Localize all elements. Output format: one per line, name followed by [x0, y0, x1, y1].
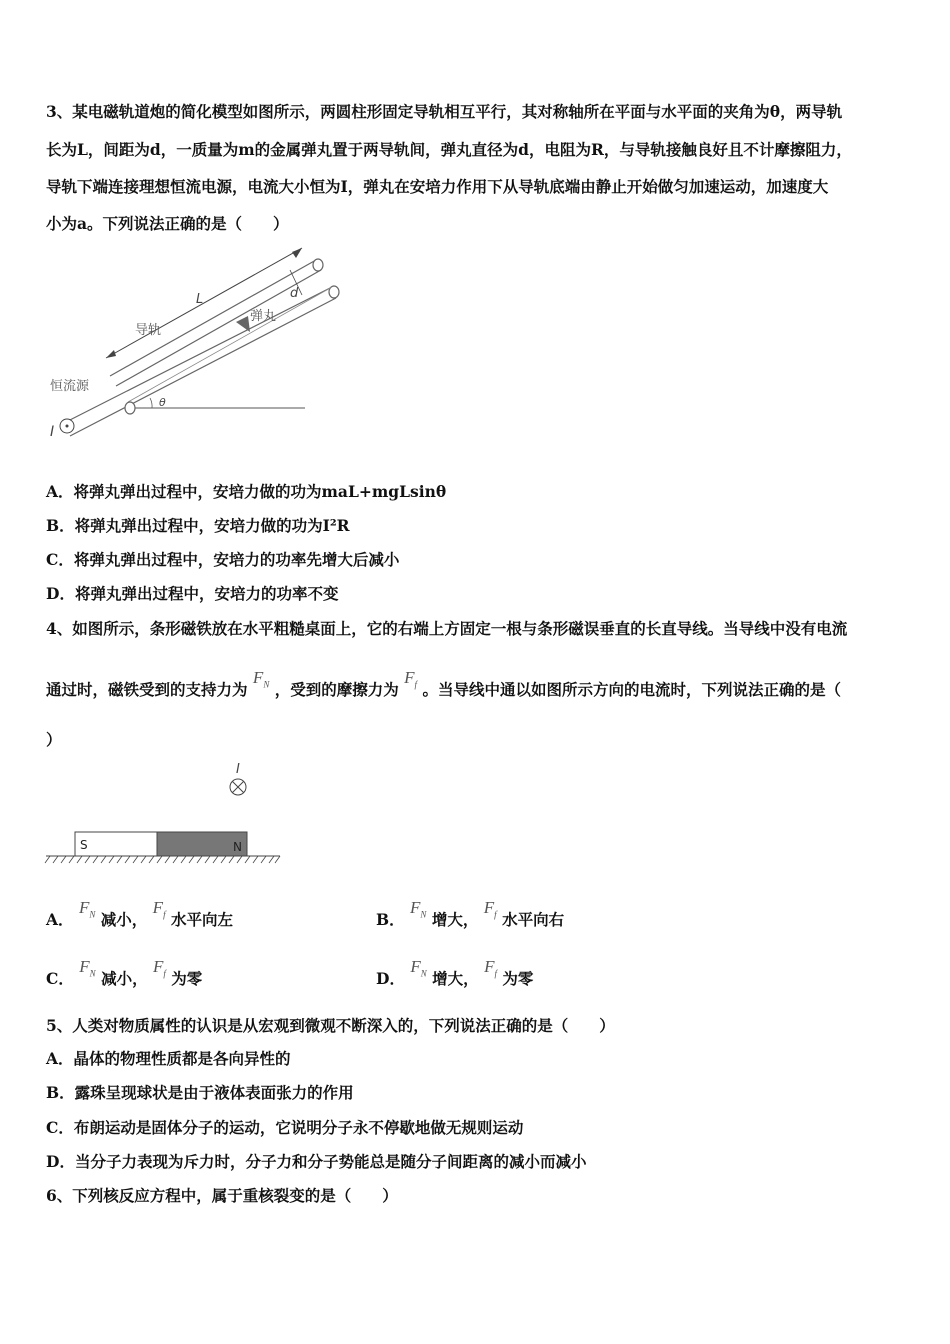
q5-stem: 5、人类对物质属性的认识是从宏观到微观不断深入的，下列说法正确的是（ ）	[46, 1016, 615, 1035]
label-projectile: 弹丸	[250, 309, 277, 324]
projectile-icon	[236, 316, 250, 332]
q4-stem-text-c: 。当导线中通以如图所示方向的电流时，下列说法正确的是（	[422, 680, 841, 699]
q4-option-d: D． $F_N$ 增大， $F_f$ 为零	[376, 957, 534, 988]
symbol-fn: $F_N$	[410, 898, 427, 920]
q4-option-b: B． $F_N$ 增大， $F_f$ 水平向右	[376, 898, 565, 929]
q3-stem-line-4: 小为a。下列说法正确的是（ ）	[46, 214, 289, 233]
symbol-ff: $F_f$	[152, 957, 166, 979]
q3-stem-line-1: 3、某电磁轨道炮的简化模型如图所示，两圆柱形固定导轨相互平行，其对称轴所在平面与水平面的夹角为θ，两导轨	[46, 102, 843, 121]
q4-option-a: A． $F_N$ 减小， $F_f$ 水平向左	[46, 898, 233, 929]
q4-stem-line-1: 4、如图所示，条形磁铁放在水平粗糙桌面上，它的右端上方固定一根与条形磁误垂直的长直导线。当导线中没有电流	[46, 619, 848, 638]
label-current: I	[50, 424, 55, 440]
q5-option-c: C．布朗运动是固体分子的运动，它说明分子永不停歇地做无规则运动	[46, 1118, 524, 1137]
q5-option-a: A．晶体的物理性质都是各向异性的	[46, 1049, 291, 1068]
q3-option-a: A．将弹丸弹出过程中，安培力做的功为maL+mgLsinθ	[46, 482, 447, 501]
q3-rail-gun-figure	[40, 240, 350, 450]
symbol-fn: $F_N$	[410, 957, 427, 979]
symbol-fn: $F_N$	[78, 898, 96, 920]
wire-into-page-icon	[230, 779, 246, 795]
symbol-ff: $F_f$	[152, 898, 166, 920]
symbol-fn: $F_N$	[252, 668, 270, 690]
q3-stem-line-2: 长为L，间距为d，一质量为m的金属弹丸置于两导轨间，弹丸直径为d，电阻为R，与导轨接触良好且不计摩擦阻力，	[46, 140, 852, 159]
symbol-ff: $F_f$	[483, 898, 497, 920]
q4-stem-line-2	[46, 668, 841, 706]
q4-stem-text-b: ，受到的摩擦力为	[274, 680, 399, 699]
label-wire-current: I	[236, 762, 240, 777]
q3-option-d: D．将弹丸弹出过程中，安培力的功率不变	[46, 584, 339, 603]
table-hatching	[45, 856, 280, 863]
label-s: S	[80, 838, 88, 852]
label-theta: θ	[159, 396, 166, 409]
label-rail: 导轨	[135, 323, 162, 338]
q3-option-c: C．将弹丸弹出过程中，安培力的功率先增大后减小	[46, 550, 400, 569]
q5-option-b: B．露珠呈现球状是由于液体表面张力的作用	[46, 1083, 354, 1102]
symbol-ff: $F_f$	[484, 957, 497, 979]
label-n: N	[233, 840, 242, 854]
q3-option-b: B．将弹丸弹出过程中，安培力做的功为I²R	[46, 516, 350, 535]
symbol-ff: $F_f$	[404, 668, 418, 690]
label-L: L	[196, 292, 204, 307]
label-d: d	[290, 286, 299, 301]
q3-stem-line-3: 导轨下端连接理想恒流电源，电流大小恒为I，弹丸在安培力作用下从导轨底端由静止开始做匀加速运动，加速度大	[46, 177, 829, 196]
q4-option-c: C． $F_N$ 减小， $F_f$ 为零	[46, 957, 203, 988]
q4-stem-line-3: ）	[46, 730, 62, 749]
q5-option-d: D．当分子力表现为斥力时，分子力和分子势能总是随分子间距离的减小而减小	[46, 1152, 587, 1171]
q4-stem-text-a: 通过时，磁铁受到的支持力为	[46, 680, 248, 699]
q4-magnet-figure	[40, 755, 300, 870]
label-source: 恒流源	[50, 379, 90, 394]
q6-stem: 6、下列核反应方程中，属于重核裂变的是（ ）	[46, 1186, 398, 1205]
symbol-fn: $F_N$	[79, 957, 96, 979]
